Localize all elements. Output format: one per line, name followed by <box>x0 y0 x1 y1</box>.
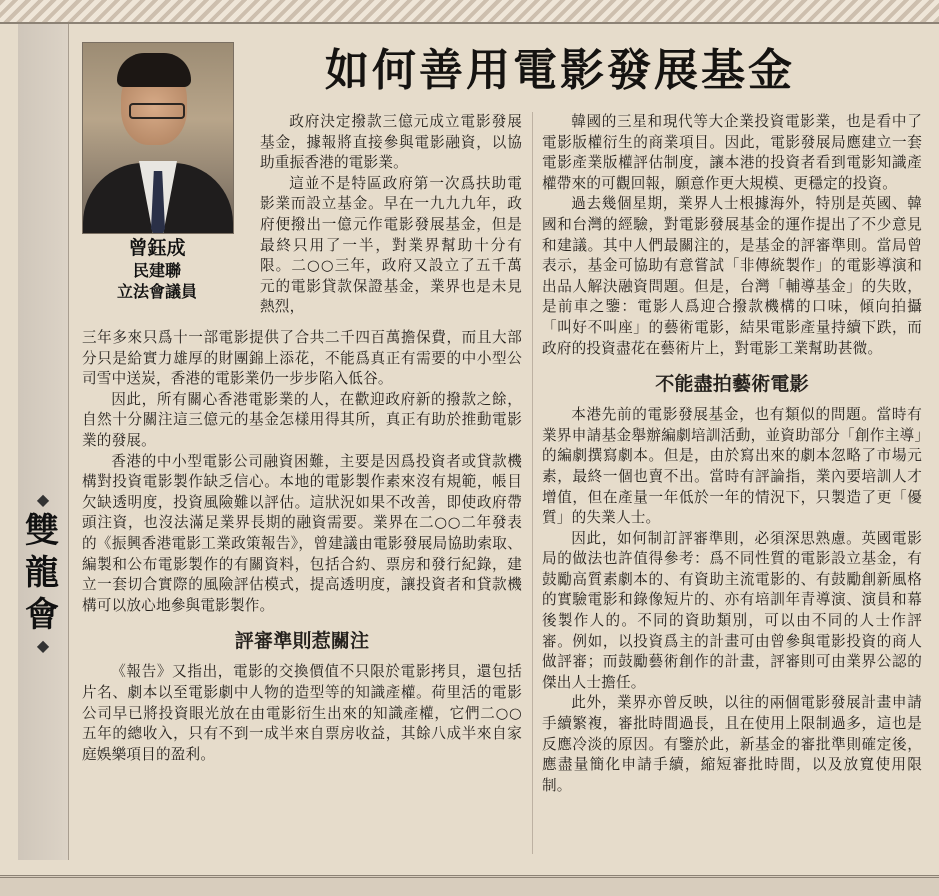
subheading: 不能盡拍藝術電影 <box>655 373 809 396</box>
paragraph: 因此，如何制訂評審準則，必須深思熟慮。英國電影局的做法也許值得參考：爲不同性質的電影設立基金，有鼓勵高質素劇本的、有資助主流電影的、有鼓勵創新風格的實驗電影和錄像短片的、亦有培訓年青導演、演員和幕後製作人的。不同的資助類別，可以由不同的人士作評審。例如，以投資爲主的計畫可由曾參與電影投資的商人做評審；而鼓勵藝術創作的計畫，評審則可由業界公認的傑出人士擔任。 <box>542 529 922 691</box>
column-name-char: 會 <box>25 595 61 635</box>
diamond-icon: ◆ <box>36 490 50 509</box>
column2 <box>542 112 922 796</box>
column-name-char: 雙 <box>25 511 61 551</box>
paragraph: 過去幾個星期，業界人士根據海外，特別是英國、韓國和台灣的經驗，對電影發展基金的運作提出了不少意見和建議。其中人們最關注的，是基金的評審準則。當局曾表示，基金可協助有意嘗試「非傳統製作」的電影導演和出品人解決融資問題。但是，台灣「輔導基金」的失敗，是前車之鑒：電影人爲迎合撥款機構的口味，傾向拍攝「叫好不叫座」的藝術電影，結果電影產量持續下跌，而政府的投資盡花在藝術片上，對電影工業幫助甚微。 <box>542 195 922 357</box>
column1-top <box>260 112 522 318</box>
paragraph: 本港先前的電影發展基金，也有類似的問題。當時有業界申請基金舉辦編劇培訓活動，並資助部分「創作主導」的編劇撰寫劇本。但是，由於寫出來的劇本忽略了市場元素，最終一個也賣不出。當時有評論指，業內要培訓人才增值，但在產量一年低於一年的情況下，只製造了更「優質」的失業人士。 <box>542 406 922 527</box>
author-title: 立法會議員 <box>116 282 197 301</box>
paragraph: 《報告》又指出，電影的交換價值不只限於電影拷貝，還包括片名、劇本以至電影劇中人物的造型等的知識產權。荷里活的電影公司早已將投資眼光放在由電影衍生出來的知識產權，它們二○○五年的總收入，只有不到一成半來自票房收益，其餘八成半來自家庭娛樂項目的盈利。 <box>82 663 522 763</box>
decorative-bottom-border <box>0 875 939 896</box>
paragraph: 此外，業界亦曾反映，以往的兩個電影發展計畫申請手續繁複，審批時間過長，且在使用上限制過多，這也是反應冷淡的原因。有鑒於此，新基金的審批準則確定後，應盡量簡化申請手續，縮短審批時間，以及放寬使用限制。 <box>542 694 922 794</box>
headline: 如何善用電影發展基金 <box>325 45 795 96</box>
decorative-top-border <box>0 0 939 24</box>
paragraph: 韓國的三星和現代等大企業投資電影業，也是看中了電影版權衍生的商業項目。因此，電影發展局應建立一套電影產業版權評估制度，讓本港的投資者看到電影知識產權帶來的可觀回報，願意作更大規模、更穩定的投資。 <box>542 113 922 192</box>
paragraph: 因此，所有關心香港電影業的人，在歡迎政府新的撥款之餘，自然十分關注這三億元的基金怎樣用得其所，真正有助於推動電影業的發展。 <box>82 390 522 449</box>
column-name <box>22 510 64 636</box>
author-party: 民建聯 <box>132 261 181 280</box>
subheading: 評審準則惹關注 <box>234 630 370 653</box>
column1 <box>82 328 522 765</box>
diamond-icon: ◆ <box>36 636 50 655</box>
paragraph: 三年多來只爲十一部電影提供了合共二千四百萬擔保費，而且大部分只是給實力雄厚的財團錦上添花，不能爲真正有需要的中小型公司雪中送炭，香港的電影業仍一步步陷入低谷。 <box>82 329 522 388</box>
column-name-char: 龍 <box>25 553 61 593</box>
paragraph: 這並不是特區政府第一次爲扶助電影業而設立基金。早在一九九九年，政府便撥出一億元作電影發展基金，但是最終只用了一半，對業界幫助十分有限。二○○三年，政府又設立了五千萬元的電影貸款保證基金，業界也是未見熱烈， <box>260 174 522 316</box>
author-photo <box>82 42 234 234</box>
column-sidebar <box>18 24 69 860</box>
column-divider <box>532 112 533 854</box>
author-caption <box>82 236 232 302</box>
article <box>78 28 926 858</box>
column-name-tag <box>22 490 64 656</box>
paragraph: 政府決定撥款三億元成立電影發展基金，據報將直接參與電影融資，以協助重振香港的電影業。 <box>260 113 522 172</box>
author-name: 曾鈺成 <box>128 237 186 259</box>
paragraph: 香港的中小型電影公司融資困難，主要是因爲投資者或貸款機構對投資電影製作缺乏信心。本地的電影製作素來沒有規範，帳目欠缺透明度，投資風險難以評估。這狀況如果不改善，即使政府帶頭注資，也沒法滿足業界長期的融資需要。業界在二○○二年發表的《振興香港電影工業政策報告》，曾建議由電影發展局協助索取、編製和公布電影製作的有關資料，包括合約、票房和發行紀錄，建立一套切合實際的風險評估模式，提高透明度，讓投資者和貸款機構可以放心地參與電影製作。 <box>82 452 522 614</box>
